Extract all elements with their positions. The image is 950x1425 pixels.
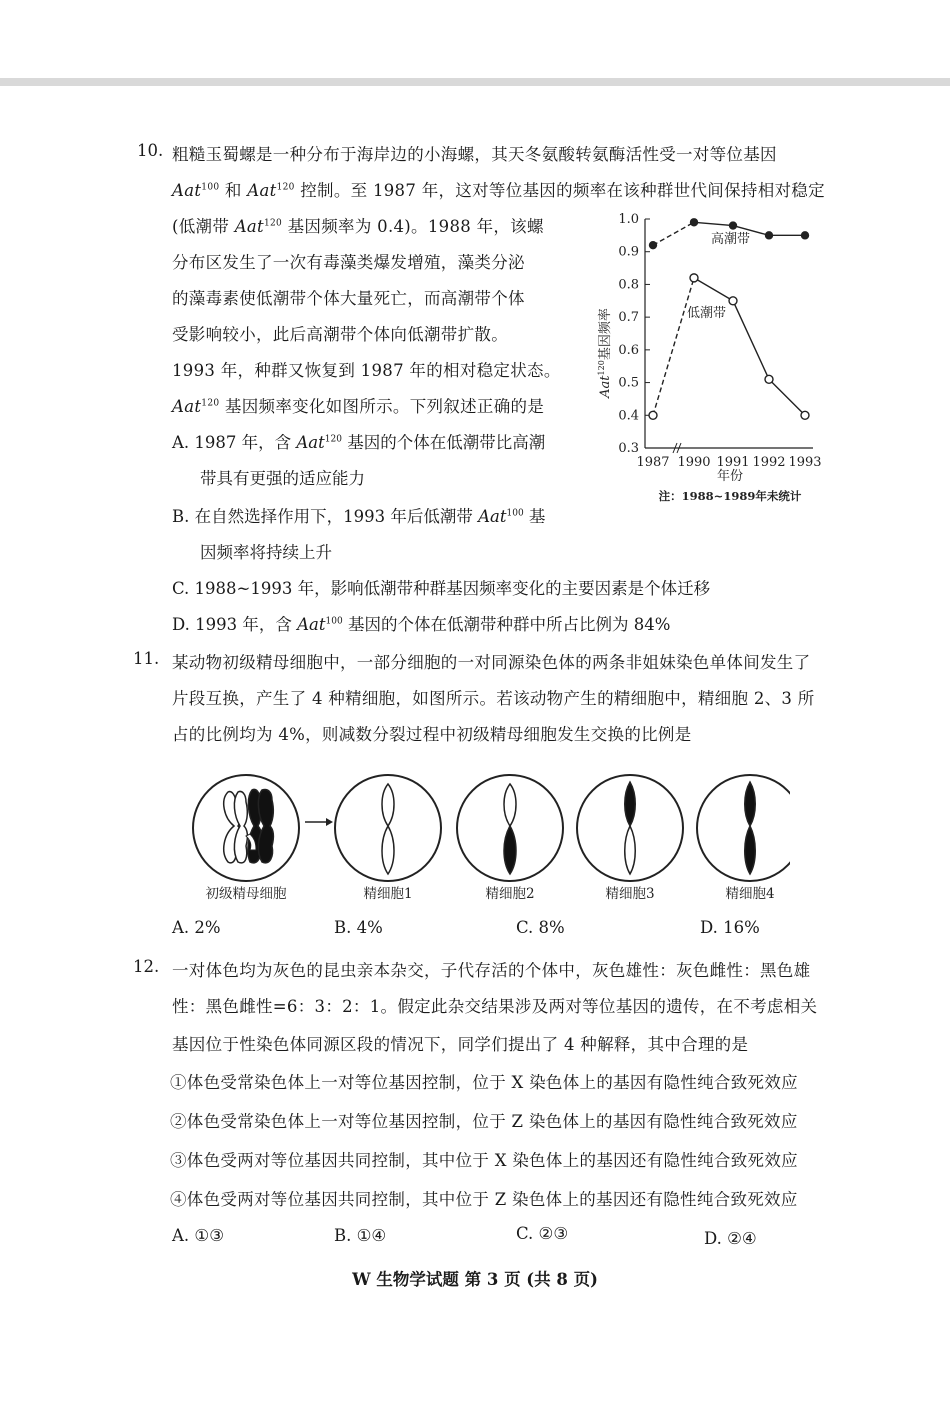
page-header-blank: [0, 0, 950, 78]
option-d: D. 1993 年，含 Aat$^{100}$ 基因的个体在低潮带种群中所占比例为 84%: [172, 615, 671, 634]
statement-2: ②体色受常染色体上一对等位基因控制，位于 Z 染色体上的基因有隐性纯合致死效应: [170, 1112, 798, 1131]
data-point: [729, 297, 737, 305]
option-a-cont: 带具有更强的适应能力: [200, 469, 365, 488]
question-text: 片段互换，产生了 4 种精细胞，如图所示。若该动物产生的精细胞中，精细胞 2、3 所: [172, 689, 815, 708]
cell-label: 精细胞1: [363, 886, 413, 902]
question-number: 10.: [137, 141, 164, 160]
question-text: 性：黑色雌性=6：3：2：1。假定此杂交结果涉及两对等位基因的遗传，在不考虑相关: [172, 997, 818, 1016]
question-text: 的藻毒素使低潮带个体大量死亡，而高潮带个体: [172, 289, 525, 308]
option-a: A. 1987 年，含 Aat$^{120}$ 基因的个体在低潮带比高潮: [172, 433, 546, 452]
chart-note: 注：1988~1989年未统计: [658, 489, 802, 503]
question-text: 受影响较小，此后高潮带个体向低潮带扩散。: [172, 325, 508, 344]
question-text: Aat$^{120}$ 基因频率变化如图所示。下列叙述正确的是: [172, 397, 545, 416]
cell-label: 精细胞3: [605, 886, 655, 902]
data-point: [766, 232, 773, 239]
y-tick-label: 0.8: [618, 277, 639, 293]
x-tick-label: 1990: [677, 455, 711, 470]
arrow-head-icon: [326, 818, 333, 826]
x-tick-label: 1992: [752, 455, 786, 470]
series-group: [649, 219, 809, 420]
x-tick-label: 1987: [636, 455, 670, 470]
question-text: 基因位于性染色体同源区段的情况下，同学们提出了 4 种解释，其中合理的是: [172, 1035, 749, 1054]
y-axis-label: Aat$^{120}$基因频率: [597, 308, 613, 398]
question-text: Aat$^{100}$ 和 Aat$^{120}$ 控制。至 1987 年，这对等位基因的频率在该种群世代间保持相对稳定: [172, 181, 825, 200]
chromosome-lower-white: [625, 826, 636, 874]
data-point: [650, 242, 657, 249]
statement-3: ③体色受两对等位基因共同控制，其中位于 X 染色体上的基因还有隐性纯合致死效应: [170, 1151, 798, 1170]
cell-diagram: [190, 770, 790, 910]
question-text: 粗糙玉蜀螺是一种分布于海岸边的小海螺，其天冬氨酸转氨酶活性受一对等位基因: [172, 145, 777, 164]
y-tick-label: 0.5: [618, 375, 639, 391]
option-a: A. ①③: [172, 1226, 224, 1245]
x-tick-label: 1993: [788, 455, 822, 470]
option-d: D. ②④: [704, 1229, 757, 1248]
y-tick-label: 1.0: [618, 212, 639, 227]
data-point: [730, 222, 737, 229]
series-label-high: 高潮带: [711, 232, 751, 247]
question-number: 12.: [133, 957, 160, 976]
series-line-dashed-1: [653, 278, 694, 415]
y-tick-label: 0.6: [618, 342, 639, 358]
chromosome-black: [745, 782, 756, 874]
data-point: [691, 219, 698, 226]
y-tick-label: 0.7: [618, 310, 639, 326]
data-point: [765, 375, 773, 383]
x-axis-label: 年份: [716, 469, 744, 484]
statement-4: ④体色受两对等位基因共同控制，其中位于 Z 染色体上的基因还有隐性纯合致死效应: [170, 1190, 798, 1209]
question-text: (低潮带 Aat$^{120}$ 基因频率为 0.4)。1988 年，该螺: [172, 217, 544, 236]
data-point: [690, 274, 698, 282]
option-c: C. 8%: [516, 918, 565, 937]
x-tick-label: 1991: [716, 455, 750, 470]
option-c: C. 1988~1993 年，影响低潮带种群基因频率变化的主要因素是个体迁移: [172, 579, 711, 598]
option-c: C. ②③: [516, 1224, 569, 1243]
question-number: 11.: [133, 649, 160, 668]
question-text: 1993 年，种群又恢复到 1987 年的相对稳定状态。: [172, 361, 561, 380]
option-b: B. 4%: [334, 918, 383, 937]
page-divider: [0, 78, 950, 86]
cell-label: 初级精母细胞: [205, 886, 287, 902]
question-text: 某动物初级精母细胞中，一部分细胞的一对同源染色体的两条非姐妹染色单体间发生了: [172, 653, 811, 672]
chromosome-upper-white: [504, 784, 516, 826]
question-text: 占的比例均为 4%，则减数分裂过程中初级精母细胞发生交换的比例是: [172, 725, 692, 744]
option-a: A. 2%: [172, 918, 221, 937]
question-text: 一对体色均为灰色的昆虫亲本杂交，子代存活的个体中，灰色雄性：灰色雌性：黑色雄: [172, 961, 811, 980]
chromosome-white: [382, 784, 394, 874]
cell-label: 精细胞2: [485, 886, 535, 902]
data-point: [801, 411, 809, 419]
homologous-chromosome-white: [224, 791, 248, 862]
chromosome-lower-black: [504, 826, 516, 874]
gene-frequency-chart: [595, 205, 835, 505]
x-axis-ticks: [636, 455, 821, 470]
option-b: B. ①④: [334, 1226, 387, 1245]
y-tick-label: 0.4: [618, 408, 639, 424]
y-tick-label: 0.3: [618, 441, 639, 456]
data-point: [649, 411, 657, 419]
chromosome-upper-black: [625, 782, 636, 826]
option-b-cont: 因频率将持续上升: [200, 543, 332, 562]
page-footer: W 生物学试题 第 3 页 (共 8 页): [352, 1270, 598, 1289]
question-text: 分布区发生了一次有毒藻类爆发增殖，藻类分泌: [172, 253, 525, 272]
series-line-dashed-0: [653, 222, 694, 245]
series-label-low: 低潮带: [687, 306, 727, 321]
y-tick-label: 0.9: [618, 244, 639, 260]
homologous-chromosome-black: [246, 789, 273, 862]
option-d: D. 16%: [700, 918, 760, 937]
cell-sperm-4: [697, 775, 790, 881]
option-b: B. 在自然选择作用下，1993 年后低潮带 Aat$^{100}$ 基: [172, 507, 546, 526]
cell-label: 精细胞4: [725, 886, 775, 902]
series-line-1: [694, 278, 805, 415]
statement-1: ①体色受常染色体上一对等位基因控制，位于 X 染色体上的基因有隐性纯合致死效应: [170, 1073, 798, 1092]
data-point: [802, 232, 809, 239]
